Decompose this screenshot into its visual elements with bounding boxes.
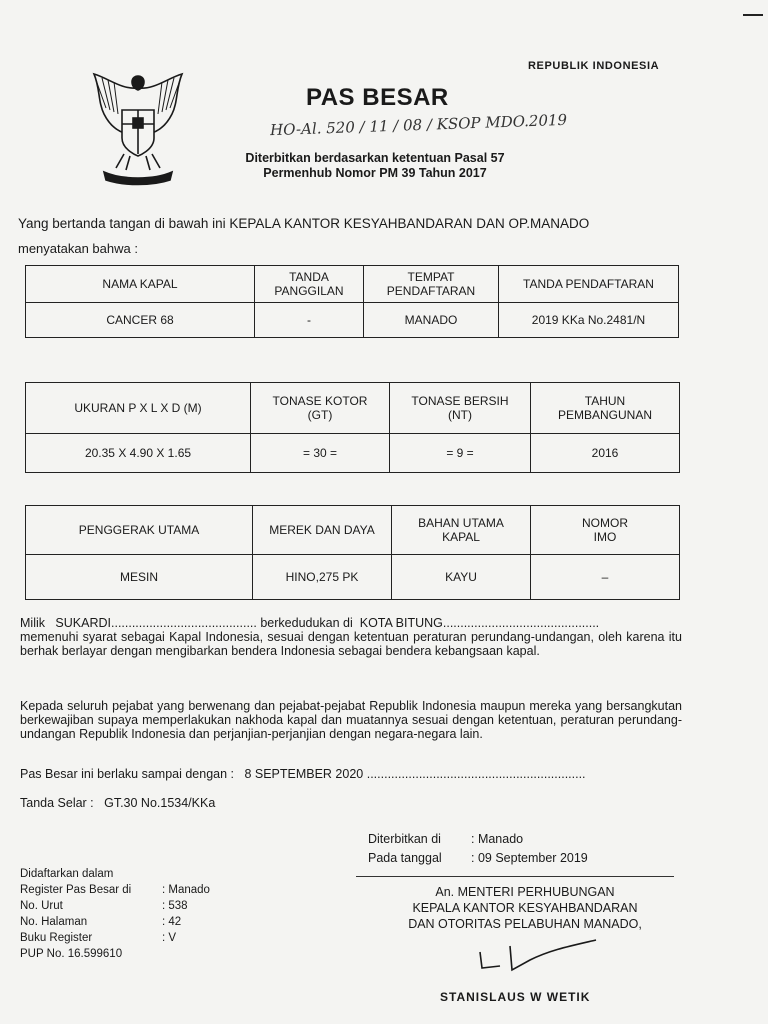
table-header: NOMOR IMO bbox=[531, 506, 680, 555]
table-cell: – bbox=[531, 555, 680, 600]
table-cell: HINO,275 PK bbox=[253, 555, 392, 600]
vessel-engine-table bbox=[25, 505, 680, 600]
legal-basis bbox=[215, 151, 535, 181]
owner-name: SUKARDI bbox=[55, 616, 111, 630]
pup-number: PUP No. 16.599610 bbox=[20, 948, 123, 960]
authority-line2: KEPALA KANTOR KESYAHBANDARAN bbox=[412, 901, 638, 915]
issue-details bbox=[368, 830, 588, 868]
registry-row: No. Urut : 538 bbox=[20, 900, 188, 912]
table-cell: CANCER 68 bbox=[26, 303, 255, 338]
table-header: NAMA KAPAL bbox=[26, 266, 255, 303]
table-cell: KAYU bbox=[392, 555, 531, 600]
ownership-paragraph bbox=[20, 616, 682, 658]
garuda-emblem-icon bbox=[82, 68, 194, 186]
owner-domicile: KOTA BITUNG bbox=[359, 616, 443, 630]
table-cell: - bbox=[255, 303, 364, 338]
legal-basis-line1: Diterbitkan berdasarkan ketentuan Pasal 57 bbox=[245, 151, 505, 165]
registry-row: No. Halaman : 42 bbox=[20, 916, 182, 928]
owner-dots: .......................................... bbox=[111, 616, 257, 630]
owner-label: Milik bbox=[20, 616, 45, 630]
corner-mark bbox=[743, 14, 763, 16]
legal-basis-line2: Permenhub Nomor PM 39 Tahun 2017 bbox=[263, 166, 487, 180]
table-header: TANDA PENDAFTARAN bbox=[499, 266, 679, 303]
issue-date-label: Pada tanggal bbox=[368, 851, 442, 865]
signature-authority bbox=[370, 884, 680, 932]
issue-place-label: Diterbitkan di bbox=[368, 832, 441, 846]
table-header: MEREK DAN DAYA bbox=[253, 506, 392, 555]
document-title: PAS BESAR bbox=[306, 84, 449, 111]
table-cell: MESIN bbox=[26, 555, 253, 600]
table-header: UKURAN P X L X D (M) bbox=[26, 383, 251, 434]
validity-line bbox=[20, 767, 680, 781]
table-cell: 20.35 X 4.90 X 1.65 bbox=[26, 434, 251, 473]
issue-place: : Manado bbox=[471, 832, 524, 846]
table-cell: 2019 KKa No.2481/N bbox=[499, 303, 679, 338]
divider bbox=[356, 876, 674, 877]
vessel-identity-table bbox=[25, 265, 679, 338]
domicile-dots: ............................................. bbox=[442, 616, 600, 630]
validity-dots: ............................................................... bbox=[366, 767, 586, 781]
table-header: TONASE KOTOR (GT) bbox=[251, 383, 390, 434]
validity-label: Pas Besar ini berlaku sampai dengan : bbox=[20, 767, 235, 781]
owner-line bbox=[20, 616, 682, 630]
authority-line3: DAN OTORITAS PELABUHAN MANADO, bbox=[408, 917, 642, 931]
table-header: TONASE BERSIH (NT) bbox=[390, 383, 531, 434]
registry-row: Register Pas Besar di : Manado bbox=[20, 884, 210, 896]
intro-statement: Yang bertanda tangan di bawah ini KEPALA KANTOR KESYAHBANDARAN DAN OP.MANADO bbox=[18, 216, 590, 231]
table-cell: MANADO bbox=[364, 303, 499, 338]
domicile-label: berkedudukan di bbox=[260, 616, 353, 630]
selar-label: Tanda Selar : bbox=[20, 796, 94, 810]
table-header: PENGGERAK UTAMA bbox=[26, 506, 253, 555]
issue-date: : 09 September 2019 bbox=[471, 851, 588, 865]
authority-line1: An. MENTERI PERHUBUNGAN bbox=[435, 885, 615, 899]
request-paragraph: Kepada seluruh pejabat yang berwenang dan pejabat-pejabat Republik Indonesia maupun mereka yang bersangkutan berkewajiban supaya memperlakukan nakhoda kapal dan muatannya sesuai dengan ketentuan, peraturan perundang-undangan Republik Indonesia dan perjanjian-perjanjian dengan negara-negara lain. bbox=[20, 699, 682, 741]
table-cell: = 30 = bbox=[251, 434, 390, 473]
country-label: REPUBLIK INDONESIA bbox=[528, 60, 660, 72]
table-cell: 2016 bbox=[531, 434, 680, 473]
registry-row: Buku Register : V bbox=[20, 932, 177, 944]
ownership-text: memenuhi syarat sebagai Kapal Indonesia, sesuai dengan ketentuan peraturan perundang-undangan, oleh karena itu berhak berlayar dengan mengibarkan bendera Indonesia sebagai bendera kebangsaan kapal. bbox=[20, 630, 682, 658]
table-header: BAHAN UTAMA KAPAL bbox=[392, 506, 531, 555]
table-header: TAHUN PEMBANGUNAN bbox=[531, 383, 680, 434]
table-cell: = 9 = bbox=[390, 434, 531, 473]
signer-name: STANISLAUS W WETIK bbox=[440, 990, 591, 1004]
registry-block bbox=[20, 866, 210, 962]
signature-icon bbox=[470, 932, 600, 978]
selar-value: GT.30 No.1534/KKa bbox=[104, 796, 216, 810]
validity-date: 8 SEPTEMBER 2020 bbox=[244, 767, 364, 781]
vessel-dimensions-table bbox=[25, 382, 680, 473]
registry-heading: Didaftarkan dalam bbox=[20, 868, 114, 880]
handwritten-document-number: HO-Al. 520 / 11 / 08 / KSOP MDO.2019 bbox=[269, 110, 568, 140]
table-header: TANDA PANGGILAN bbox=[255, 266, 364, 303]
table-header: TEMPAT PENDAFTARAN bbox=[364, 266, 499, 303]
intro-declaration: menyatakan bahwa : bbox=[18, 241, 138, 256]
tanda-selar bbox=[20, 796, 215, 810]
